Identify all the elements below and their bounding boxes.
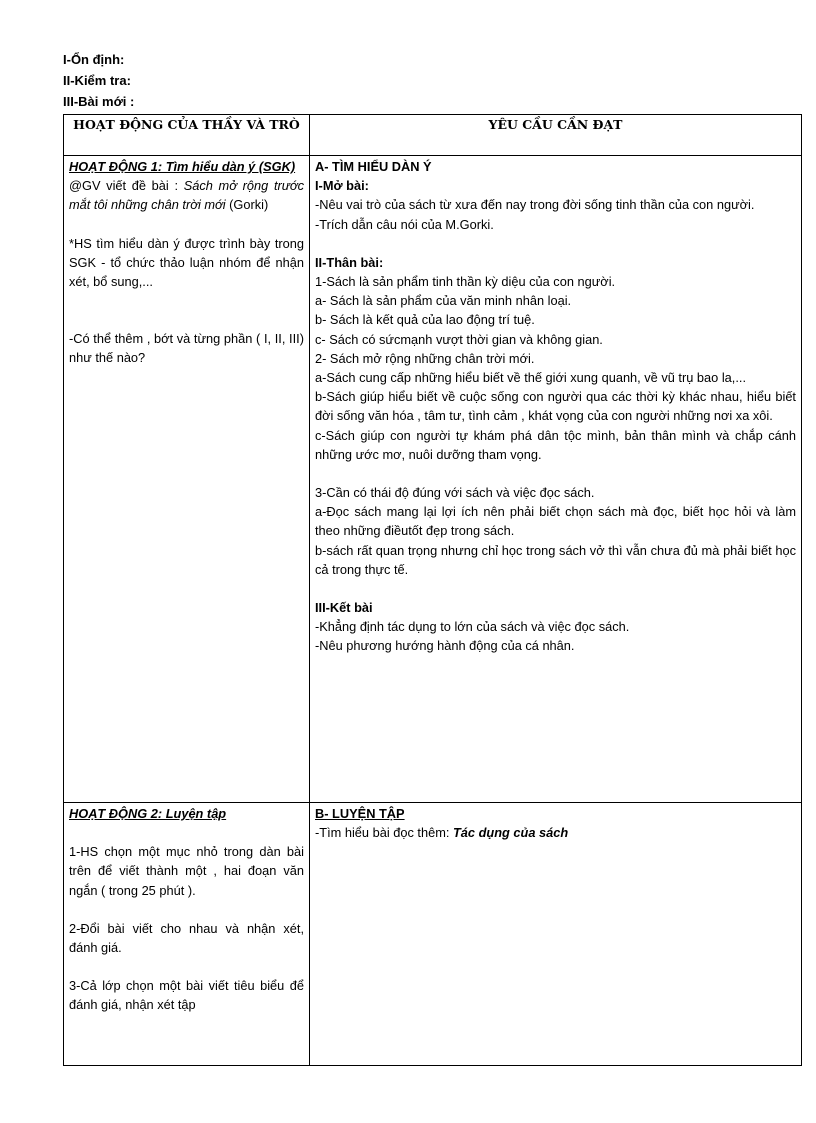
- section-kiem-tra: II-Kiểm tra:: [63, 73, 131, 88]
- body-point-1c: c- Sách có sứcmạnh vượt thời gian và không gian.: [315, 331, 603, 347]
- conclusion-point-2: -Nêu phương hướng hành động của cá nhân.: [315, 638, 575, 654]
- body-point-2b: b-Sách giúp hiểu biết về cuộc sống con người qua các thời kỳ khác nhau, hiểu biết đời sống văn hóa , tâm tư, tình cảm , khát vọng của con người những nơi xa xôi.: [315, 389, 796, 424]
- conclusion-heading: III-Kết bài: [315, 600, 373, 616]
- section-on-dinh: I-Ổn định:: [63, 52, 125, 67]
- reading-task-prefix: -Tìm hiểu bài đọc thêm:: [315, 825, 453, 841]
- teacher-prompt-quote: Sách mở rộng trước mắt tôi những chân trời mới: [69, 178, 304, 213]
- practice-step-2: 2-Đổi bài viết cho nhau và nhận xét, đánh giá.: [69, 920, 304, 956]
- body-point-2c: c-Sách giúp con người tự khám phá dân tộc mình, bản thân mình và chắp cánh những ước mơ, nuôi dưỡng tham vọng.: [315, 427, 796, 462]
- intro-point-1: -Nêu vai trò của sách từ xưa đến nay trong đời sống tinh thần của con người.: [315, 197, 755, 213]
- body-point-2a: a-Sách cung cấp những hiểu biết về thế giới xung quanh, về vũ trụ bao la,...: [315, 370, 747, 386]
- section-bai-moi: III-Bài mới :: [63, 94, 135, 109]
- activity-2-title: HOẠT ĐỘNG 2: Luyện tập: [69, 806, 227, 821]
- column-header-requirements-label: YÊU CẦU CẦN ĐẠT: [488, 117, 623, 132]
- column-header-requirements: [310, 115, 802, 156]
- practice-step-1: 1-HS chọn một mục nhỏ trong dàn bài trên để viết thành một , hai đoạn văn ngắn ( trong 25 phút ).: [69, 844, 304, 898]
- body-heading: II-Thân bài:: [315, 254, 384, 270]
- table-row-activity-2: [64, 803, 802, 1066]
- body-point-3: 3-Cần có thái độ đúng với sách và việc đọc sách.: [315, 485, 595, 501]
- body-point-3a: a-Đọc sách mang lại lợi ích nên phải biết chọn sách mà đọc, biết học hỏi và làm theo những điềutốt đẹp trong sách.: [315, 504, 796, 539]
- reading-task: [315, 823, 796, 842]
- requirements-cell-outline: [310, 156, 802, 803]
- section-a-title: A- TÌM HIỂU DÀN Ý: [315, 159, 432, 174]
- student-task: *HS tìm hiểu dàn ý được trình bày trong SGK - tổ chức thảo luận nhóm để nhận xét, bổ sung,...: [69, 235, 304, 290]
- body-point-1: 1-Sách là sản phẩm tinh thần kỳ diệu của con người.: [315, 274, 616, 290]
- body-point-1b: b- Sách là kết quả của lao động trí tuệ.: [315, 312, 535, 328]
- table-header-row: [64, 115, 802, 156]
- lesson-table: [63, 114, 802, 1066]
- reading-task-title: Tác dụng của sách: [452, 825, 569, 841]
- intro-heading: I-Mở bài:: [315, 178, 369, 194]
- activity-1-cell: [64, 156, 310, 803]
- activity-1-title: HOẠT ĐỘNG 1: Tìm hiểu dàn ý (SGK): [69, 159, 296, 174]
- section-b-title: B- LUYỆN TẬP: [315, 806, 405, 821]
- teacher-prompt-author: (Gorki): [225, 197, 269, 213]
- intro-point-2: -Trích dẫn câu nói của M.Gorki.: [315, 216, 494, 232]
- activity-2-cell: [64, 803, 310, 1066]
- discussion-question: -Có thể thêm , bớt và từng phần ( I, II, III) như thế nào?: [69, 331, 304, 366]
- column-header-activities: HOẠT ĐỘNG CỦA THẦY VÀ TRÒ: [64, 115, 310, 156]
- practice-step-3: 3-Cả lớp chọn một bài viết tiêu biểu để đánh giá, nhận xét tập: [69, 978, 304, 1013]
- conclusion-point-1: -Khẳng định tác dụng to lớn của sách và việc đọc sách.: [315, 619, 630, 635]
- requirements-cell-practice: [310, 803, 802, 1066]
- body-point-1a: a- Sách là sản phẩm của văn minh nhân loại.: [315, 293, 572, 309]
- teacher-prompt-prefix: @GV viết đề bài :: [69, 178, 184, 194]
- teacher-prompt: [69, 176, 304, 214]
- body-point-2: 2- Sách mở rộng những chân trời mới.: [315, 350, 535, 366]
- body-point-3b: b-sách rất quan trọng nhưng chỉ học trong sách vở thì vẫn chưa đủ mà phải biết học cả trong thực tế.: [315, 542, 796, 577]
- table-row-activity-1: [64, 156, 802, 803]
